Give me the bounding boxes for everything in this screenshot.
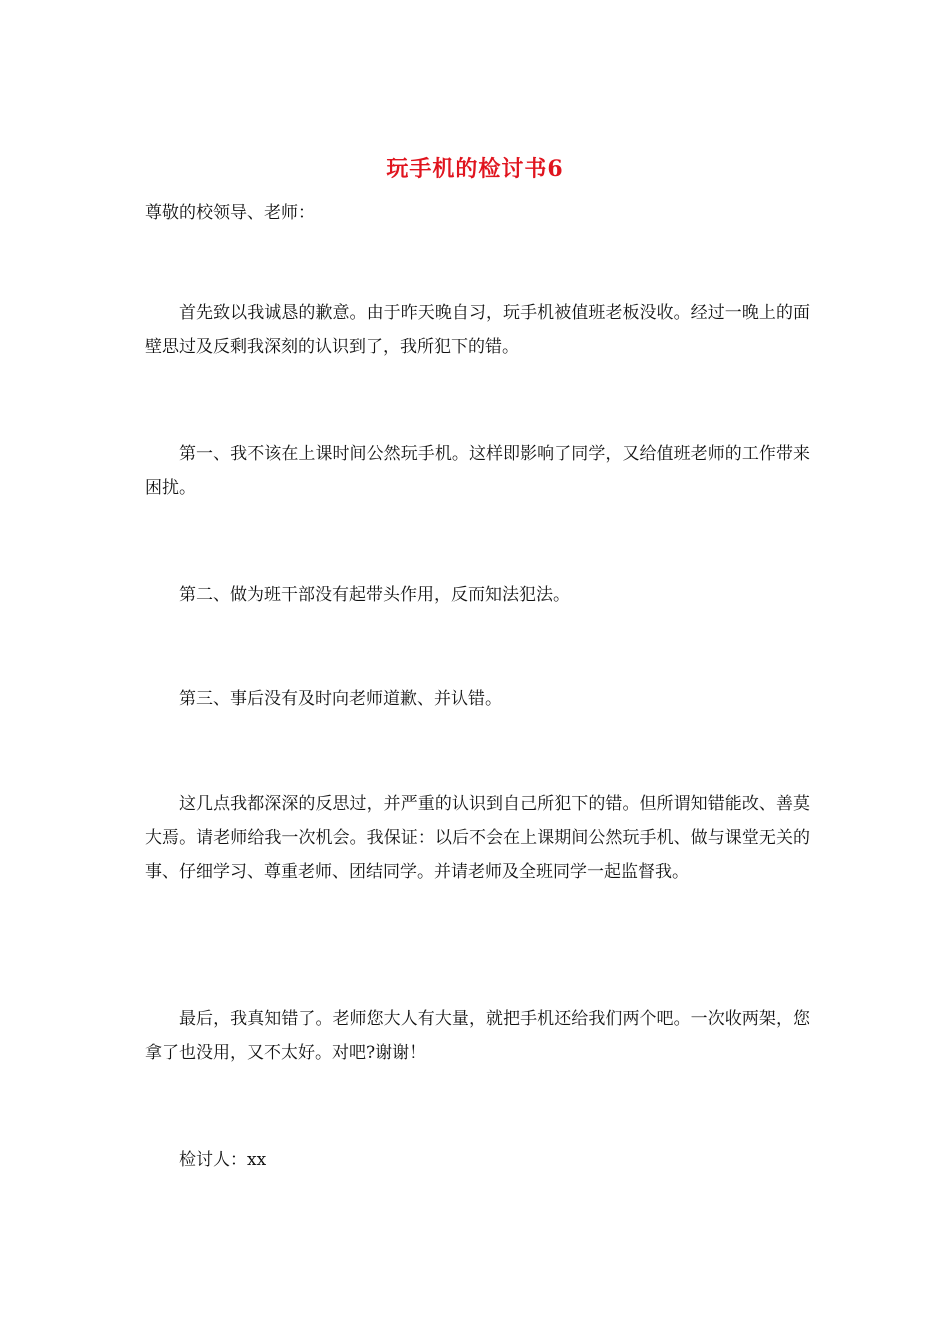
document-title: 玩手机的检讨书6: [386, 156, 564, 182]
paragraph-apology: 首先致以我诚恳的歉意。由于昨天晚自习，玩手机被值班老板没收。经过一晚上的面壁思过及反剩我深刻的认识到了，我所犯下的错。: [145, 303, 810, 357]
paragraph-point-two: 第二、做为班干部没有起带头作用，反而知法犯法。: [179, 585, 570, 605]
paragraph-point-three: 第三、事后没有及时向老师道歉、并认错。: [179, 689, 502, 709]
paragraph-point-one: 第一、我不该在上课时间公然玩手机。这样即影响了同学，又给值班老师的工作带来困扰。: [145, 444, 810, 498]
paragraph-reflection: 这几点我都深深的反思过，并严重的认识到自己所犯下的错。但所谓知错能改、善莫大焉。请老师给我一次机会。我保证：以后不会在上课期间公然玩手机、做与课堂无关的事、仔细学习、尊重老师、团结同学。并请老师及全班同学一起监督我。: [145, 794, 810, 882]
signature-line: 检讨人：xx: [179, 1150, 267, 1170]
salutation: 尊敬的校领导、老师：: [145, 203, 315, 223]
paragraph-closing: 最后，我真知错了。老师您大人有大量，就把手机还给我们两个吧。一次收两架，您拿了也没用，又不太好。对吧?谢谢！: [145, 1009, 810, 1063]
